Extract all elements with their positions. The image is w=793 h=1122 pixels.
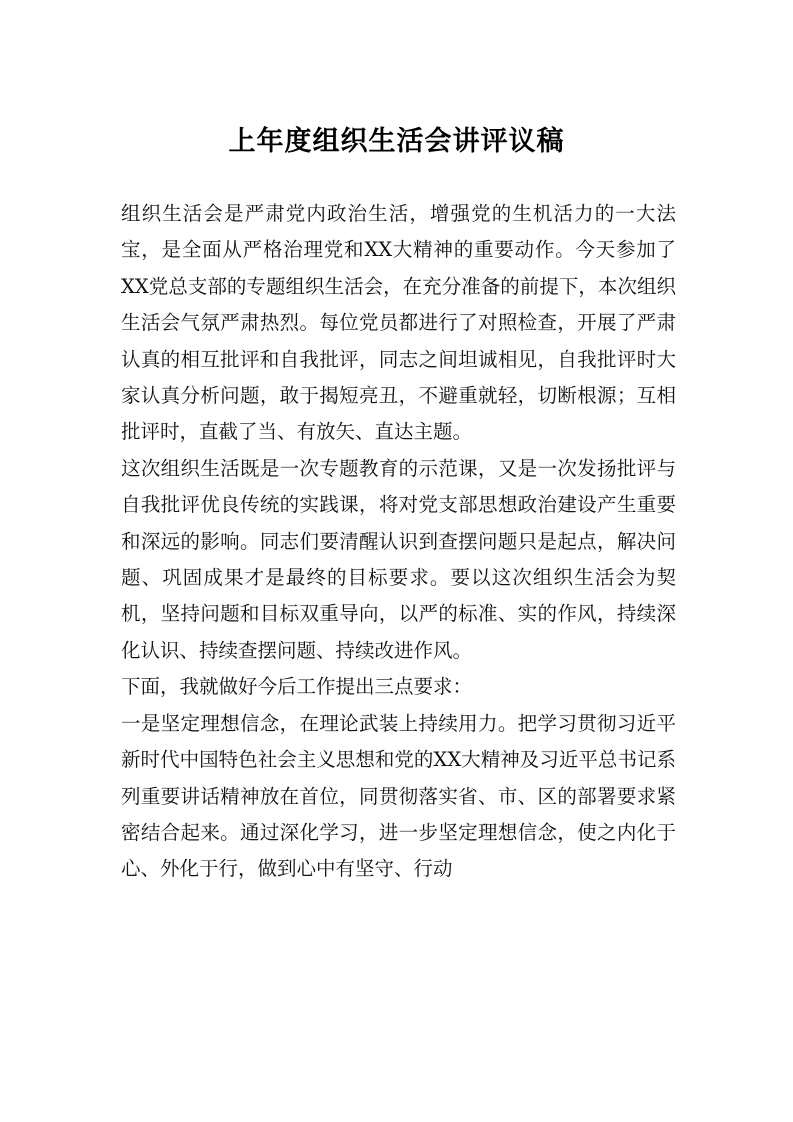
paragraph-significance: 这次组织生活既是一次专题教育的示范课，又是一次发扬批评与自我批评优良传统的实践课，将对党支部思想政治建设产生重要和深远的影响。同志们要清醒认识到查摆问题只是起点，解决问题、巩固成果才是最终的目标要求。要以这次组织生活会为契机，坚持问题和目标双重导向，以严的标准、实的作风，持续深化认识、持续查摆问题、持续改进作风。 [121, 456, 676, 662]
document-body [121, 196, 676, 888]
paragraph-transition: 下面，我就做好今后工作提出三点要求： [121, 675, 473, 699]
document-title: 上年度组织生活会讲评议稿 [228, 126, 565, 157]
paragraph-intro: 组织生活会是严肃党内政治生活，增强党的生机活力的一大法宝，是全面从严格治理党和XX大精神的重要动作。今天参加了XX党总支部的专题组织生活会，在充分准备的前提下，本次组织生活会气氛严肃热烈。每位党员都进行了对照检查，开展了严肃认真的相互批评和自我批评，同志之间坦诚相见，自我批评时大家认真分析问题，敢于揭短亮丑，不避重就轻，切断根源；互相批评时，直截了当、有放矢、直达主题。 [121, 202, 676, 444]
paragraph-requirement-one: 一是坚定理想信念，在理论武装上持续用力。把学习贯彻习近平新时代中国特色社会主义思想和党的XX大精神及习近平总书记系列重要讲话精神放在首位，同贯彻落实省、市、区的部署要求紧密结合起来。通过深化学习，进一步坚定理想信念，使之内化于心、外化于行，做到心中有坚守、行动 [121, 711, 676, 881]
